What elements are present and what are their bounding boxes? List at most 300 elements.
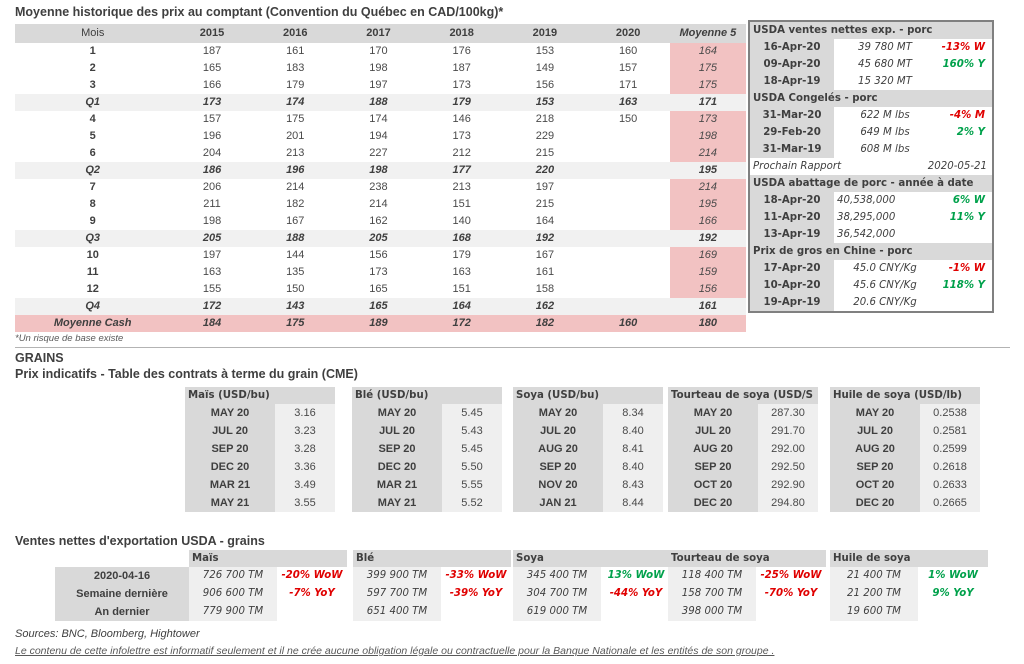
contract-month-cell: SEP 20 (352, 440, 442, 458)
spot-col-header: 2020 (587, 24, 670, 43)
spot-row-label: 8 (89, 198, 96, 210)
contract-price-cell: 292.50 (758, 458, 818, 476)
spot-average-cell: 195 (670, 196, 746, 213)
panel-change-cell: 160% Y (942, 59, 985, 70)
contract-month-cell: DEC 20 (352, 458, 442, 476)
contract-row (668, 404, 818, 422)
export-commodity-name: Maïs (189, 550, 347, 567)
spot-average-cell: 192 (670, 230, 746, 247)
spot-value-cell: 161 (286, 45, 305, 57)
export-data-row (513, 603, 671, 621)
spot-average-cell: 159 (670, 264, 746, 281)
spot-row-label: Q1 (15, 94, 170, 111)
export-volume-cell: 726 700 TM (189, 567, 277, 585)
spot-value-cell (587, 196, 670, 213)
spot-value-cell: 143 (254, 298, 337, 315)
panel-date-cell: 13-Apr-19 (750, 226, 834, 243)
contract-price-cell: 3.49 (275, 476, 335, 494)
spot-value-cell: 213 (452, 181, 471, 193)
export-row-label: 2020-04-16 (55, 567, 189, 585)
contract-price-cell: 291.70 (758, 422, 818, 440)
spot-row-label: 1 (89, 45, 96, 57)
spot-value-cell: 179 (286, 79, 305, 91)
contract-row (513, 404, 663, 422)
spot-value-cell: 176 (452, 45, 471, 57)
contract-month-cell: SEP 20 (185, 440, 275, 458)
export-change-cell (601, 603, 671, 621)
export-row-label: An dernier (55, 603, 189, 621)
spot-average-cell: 156 (670, 281, 746, 298)
contract-price-cell: 5.43 (442, 422, 502, 440)
spot-value-cell: 171 (618, 79, 638, 91)
spot-value-cell: 211 (203, 198, 221, 210)
spot-row (15, 162, 746, 179)
export-commodity-name: Huile de soya (830, 550, 988, 567)
panel-date-cell: 11-Apr-20 (750, 209, 834, 226)
contract-row (513, 440, 663, 458)
contract-month-cell: MAY 20 (513, 404, 603, 422)
spot-average-cell: 198 (670, 128, 746, 145)
panel-data-row (750, 226, 992, 243)
panel-date-cell: 18-Apr-19 (750, 73, 834, 90)
panel-value-cell: 608 M lbs (860, 144, 910, 155)
panel-value-cell: 15 320 MT (858, 76, 912, 87)
export-commodity-name: Soya (513, 550, 671, 567)
contract-price-cell: 0.2665 (920, 494, 980, 512)
contract-table (830, 387, 980, 512)
spot-value-cell: 156 (369, 249, 388, 261)
export-data-row (353, 585, 511, 603)
contract-month-cell: DEC 20 (830, 494, 920, 512)
spot-value-cell: 173 (452, 130, 471, 142)
panel-date-cell: 09-Apr-20 (750, 56, 834, 73)
spot-row (15, 145, 746, 162)
export-sales-title: Ventes nettes d'exportation USDA - grains (15, 534, 265, 548)
export-volume-cell: 399 900 TM (353, 567, 441, 585)
export-commodity-name: Tourteau de soya (668, 550, 826, 567)
spot-value-cell: 163 (587, 94, 670, 111)
spot-value-cell: 170 (369, 45, 388, 57)
spot-col-header: 2017 (337, 24, 420, 43)
contract-row (352, 494, 502, 512)
spot-value-cell: 172 (420, 315, 503, 332)
spot-col-header: 2019 (503, 24, 586, 43)
contract-month-cell: JUL 20 (185, 422, 275, 440)
export-data-row (830, 585, 988, 603)
spot-value-cell: 179 (420, 94, 503, 111)
panel-value-cell: 45.6 CNY/Kg (853, 280, 917, 291)
contract-price-cell: 292.00 (758, 440, 818, 458)
spot-average-cell: 180 (670, 315, 746, 332)
panel-change-cell: 118% Y (942, 280, 985, 291)
contract-table-title: Huile de soya (USD/lb) (830, 387, 980, 404)
spot-row (15, 111, 746, 128)
panel-section-header: USDA abattage de porc - année à date (750, 175, 992, 192)
spot-row-label: Moyenne Cash (15, 315, 170, 332)
spot-value-cell: 173 (170, 94, 253, 111)
contract-price-cell: 3.28 (275, 440, 335, 458)
spot-col-header: 2018 (420, 24, 503, 43)
spot-value-cell: 156 (535, 79, 555, 91)
contract-row (513, 422, 663, 440)
spot-value-cell: 162 (503, 298, 586, 315)
spot-col-header: Mois (15, 24, 170, 43)
panel-value-cell: 40,538,000 (837, 195, 896, 206)
spot-value-cell: 229 (535, 130, 555, 142)
spot-value-cell: 212 (452, 147, 471, 159)
spot-value-cell: 167 (286, 215, 305, 227)
spot-row (15, 247, 746, 264)
contract-price-cell: 8.44 (603, 494, 663, 512)
contract-month-cell: MAY 21 (352, 494, 442, 512)
export-commodity-group (189, 550, 347, 621)
spot-price-table (15, 24, 746, 332)
panel-change-cell (936, 141, 992, 158)
spot-value-cell: 168 (420, 230, 503, 247)
spot-value-cell: 183 (286, 62, 305, 74)
contract-price-cell: 8.41 (603, 440, 663, 458)
export-volume-cell: 619 000 TM (513, 603, 601, 621)
export-volume-cell: 345 400 TM (513, 567, 601, 585)
grains-subtitle: Prix indicatifs - Table des contrats à terme du grain (CME) (15, 367, 358, 381)
export-data-row (353, 567, 511, 585)
spot-table-footnote: *Un risque de base existe (15, 333, 124, 344)
contract-price-cell: 3.36 (275, 458, 335, 476)
contract-row (352, 404, 502, 422)
spot-value-cell: 182 (503, 315, 586, 332)
panel-data-row (750, 141, 992, 158)
spot-value-cell: 175 (254, 315, 337, 332)
contract-row (668, 476, 818, 494)
contract-table (668, 387, 818, 512)
contract-row (513, 476, 663, 494)
panel-data-row (750, 209, 992, 226)
contract-price-cell: 0.2633 (920, 476, 980, 494)
spot-row (15, 77, 746, 94)
spot-value-cell: 188 (254, 230, 337, 247)
spot-row (15, 196, 746, 213)
spot-table-title: Moyenne historique des prix au comptant (Convention du Québec en CAD/100kg)* (15, 5, 504, 19)
spot-value-cell: 220 (503, 162, 586, 179)
spot-average-cell: 166 (670, 213, 746, 230)
contract-month-cell: MAR 21 (352, 476, 442, 494)
spot-average-cell: 214 (670, 145, 746, 162)
spot-value-cell: 215 (535, 147, 555, 159)
panel-value-cell: 38,295,000 (837, 212, 896, 223)
spot-value-cell: 179 (452, 249, 471, 261)
panel-section-header: USDA ventes nettes exp. - porc (750, 22, 992, 39)
export-data-row (830, 567, 988, 585)
spot-table-header (15, 24, 746, 43)
export-volume-cell: 21 200 TM (830, 585, 918, 603)
contract-month-cell: JUL 20 (513, 422, 603, 440)
contract-price-cell: 3.16 (275, 404, 335, 422)
spot-value-cell: 189 (337, 315, 420, 332)
contract-month-cell: SEP 20 (830, 458, 920, 476)
export-commodity-group (830, 550, 988, 621)
contract-month-cell: MAY 20 (352, 404, 442, 422)
contract-row (352, 422, 502, 440)
panel-value-cell: 20.6 CNY/Kg (853, 297, 917, 308)
contract-month-cell: MAY 21 (185, 494, 275, 512)
spot-value-cell (587, 298, 670, 315)
spot-value-cell: 182 (286, 198, 305, 210)
spot-value-cell: 215 (535, 198, 555, 210)
spot-row-label: 11 (86, 266, 99, 278)
spot-average-cell: 195 (670, 162, 746, 179)
futures-contracts-tables (185, 387, 995, 515)
panel-value-cell: 649 M lbs (860, 127, 910, 138)
divider-line (15, 347, 1010, 348)
panel-data-row (750, 107, 992, 124)
export-data-row (353, 603, 511, 621)
export-data-row (513, 585, 671, 603)
contract-month-cell: OCT 20 (668, 476, 758, 494)
contract-row (668, 422, 818, 440)
contract-row (185, 422, 335, 440)
panel-change-cell (936, 294, 992, 311)
grains-heading: GRAINS (15, 351, 64, 365)
spot-value-cell: 214 (369, 198, 388, 210)
contract-price-cell: 287.30 (758, 404, 818, 422)
contract-row (185, 440, 335, 458)
contract-row (668, 494, 818, 512)
spot-value-cell (587, 145, 670, 162)
export-volume-cell: 651 400 TM (353, 603, 441, 621)
export-data-row (830, 603, 988, 621)
spot-value-cell (587, 128, 670, 145)
spot-value-cell: 172 (170, 298, 253, 315)
export-data-row (668, 567, 826, 585)
panel-date-cell: 31-Mar-20 (750, 107, 834, 124)
contract-row (185, 476, 335, 494)
spot-row-label: Q2 (15, 162, 170, 179)
export-change-cell: -70% YoY (764, 588, 818, 599)
contract-month-cell: NOV 20 (513, 476, 603, 494)
contract-row (352, 440, 502, 458)
spot-row-label: Q4 (15, 298, 170, 315)
spot-row-label: 10 (86, 249, 99, 261)
export-change-cell: -25% WoW (760, 570, 822, 581)
spot-value-cell: 164 (420, 298, 503, 315)
contract-month-cell: MAY 20 (668, 404, 758, 422)
export-volume-cell: 118 400 TM (668, 567, 756, 585)
contract-month-cell: JUL 20 (668, 422, 758, 440)
contract-row (830, 404, 980, 422)
contract-price-cell: 8.40 (603, 422, 663, 440)
spot-value-cell: 155 (202, 283, 222, 295)
spot-value-cell: 167 (535, 249, 555, 261)
spot-average-cell: 171 (670, 94, 746, 111)
spot-value-cell: 135 (286, 266, 305, 278)
contract-price-cell: 0.2581 (920, 422, 980, 440)
spot-value-cell: 198 (369, 62, 388, 74)
spot-row-label: 2 (89, 62, 96, 74)
spot-row-label: 12 (86, 283, 99, 295)
contract-price-cell: 3.55 (275, 494, 335, 512)
spot-value-cell: 188 (337, 94, 420, 111)
spot-row-label: 9 (89, 215, 96, 227)
contract-table-title: Maïs (USD/bu) (185, 387, 335, 404)
spot-value-cell: 166 (202, 79, 222, 91)
export-data-row (668, 585, 826, 603)
export-change-cell: -33% WoW (445, 570, 507, 581)
spot-value-cell: 150 (618, 113, 638, 125)
spot-value-cell: 198 (202, 215, 222, 227)
spot-average-cell: 164 (670, 43, 746, 60)
contract-table-title: Blé (USD/bu) (352, 387, 502, 404)
spot-row (15, 179, 746, 196)
contract-price-cell: 3.23 (275, 422, 335, 440)
panel-change-cell: 6% W (952, 195, 985, 206)
spot-value-cell: 146 (452, 113, 471, 125)
export-change-cell: 13% WoW (607, 570, 665, 581)
contract-row (513, 458, 663, 476)
panel-data-row (750, 39, 992, 56)
spot-value-cell: 149 (535, 62, 555, 74)
spot-value-cell: 151 (452, 283, 471, 295)
spot-col-header: 2015 (170, 24, 253, 43)
export-volume-cell: 779 900 TM (189, 603, 277, 621)
spot-col-header: Moyenne 5 (670, 24, 746, 43)
spot-value-cell: 194 (369, 130, 388, 142)
spot-value-cell: 162 (369, 215, 388, 227)
panel-change-cell: -4% M (949, 110, 985, 121)
spot-value-cell: 238 (369, 181, 388, 193)
contract-row (185, 494, 335, 512)
spot-value-cell: 196 (254, 162, 337, 179)
contract-price-cell: 8.43 (603, 476, 663, 494)
contract-price-cell: 292.90 (758, 476, 818, 494)
contract-row (185, 404, 335, 422)
contract-month-cell: OCT 20 (830, 476, 920, 494)
contract-month-cell: MAY 20 (185, 404, 275, 422)
panel-data-row (750, 277, 992, 294)
spot-value-cell: 186 (170, 162, 253, 179)
contract-row (830, 440, 980, 458)
export-data-row (513, 567, 671, 585)
spot-value-cell: 213 (286, 147, 305, 159)
export-commodity-name: Blé (353, 550, 511, 567)
export-volume-cell: 398 000 TM (668, 603, 756, 621)
export-change-cell (441, 603, 511, 621)
spot-row-label: 3 (89, 79, 96, 91)
spot-col-header: 2016 (254, 24, 337, 43)
export-change-cell (756, 603, 826, 621)
spot-row (15, 60, 746, 77)
contract-row (352, 476, 502, 494)
spot-average-cell: 175 (670, 60, 746, 77)
spot-value-cell: 218 (535, 113, 555, 125)
spot-row-label: 5 (89, 130, 96, 142)
spot-row (15, 315, 746, 332)
export-row-labels (55, 567, 189, 621)
contract-month-cell: MAR 21 (185, 476, 275, 494)
spot-value-cell: 163 (452, 266, 471, 278)
contract-table-title: Soya (USD/bu) (513, 387, 663, 404)
panel-section-header: Prix de gros en Chine - porc (750, 243, 992, 260)
spot-value-cell (587, 179, 670, 196)
contract-month-cell: MAY 20 (830, 404, 920, 422)
export-change-cell (277, 603, 347, 621)
spot-value-cell: 150 (286, 283, 305, 295)
spot-value-cell: 144 (286, 249, 305, 261)
contract-table (513, 387, 663, 512)
spot-row (15, 128, 746, 145)
contract-row (513, 494, 663, 512)
panel-change-cell: -13% W (941, 42, 985, 53)
export-commodity-group (353, 550, 511, 621)
export-data-row (189, 567, 347, 585)
spot-value-cell (587, 162, 670, 179)
contract-row (830, 422, 980, 440)
spot-row (15, 281, 746, 298)
spot-value-cell: 153 (503, 94, 586, 111)
export-commodity-group (513, 550, 671, 621)
spot-value-cell: 227 (369, 147, 388, 159)
contract-month-cell: SEP 20 (513, 458, 603, 476)
spot-average-cell: 169 (670, 247, 746, 264)
contract-price-cell: 5.45 (442, 440, 502, 458)
export-change-cell: -39% YoY (449, 588, 503, 599)
export-volume-cell: 906 600 TM (189, 585, 277, 603)
spot-value-cell: 192 (503, 230, 586, 247)
spot-value-cell: 160 (618, 45, 638, 57)
panel-change-cell: 11% Y (949, 212, 985, 223)
contract-month-cell: DEC 20 (668, 494, 758, 512)
spot-value-cell: 201 (286, 130, 305, 142)
contract-month-cell: SEP 20 (668, 458, 758, 476)
spot-row (15, 298, 746, 315)
spot-value-cell: 165 (369, 283, 388, 295)
export-change-cell: -7% YoY (289, 588, 335, 599)
contract-table-title: Tourteau de soya (USD/S (668, 387, 818, 404)
panel-date-cell: 18-Apr-20 (750, 192, 834, 209)
panel-data-row (750, 294, 992, 311)
spot-value-cell: 184 (170, 315, 253, 332)
contract-price-cell: 5.55 (442, 476, 502, 494)
export-sales-table (0, 550, 1024, 622)
spot-value-cell: 174 (254, 94, 337, 111)
panel-data-row (750, 73, 992, 90)
spot-average-cell: 175 (670, 77, 746, 94)
export-change-cell: -44% YoY (609, 588, 663, 599)
spot-value-cell: 151 (452, 198, 471, 210)
panel-date-cell: 29-Feb-20 (750, 124, 834, 141)
spot-value-cell: 197 (535, 181, 555, 193)
export-change-cell (918, 603, 988, 621)
spot-value-cell: 205 (337, 230, 420, 247)
panel-date-cell: 17-Apr-20 (750, 260, 834, 277)
spot-value-cell: 206 (202, 181, 222, 193)
panel-section-header: USDA Congelés - porc (750, 90, 992, 107)
spot-value-cell: 196 (202, 130, 222, 142)
contract-row (668, 440, 818, 458)
usda-pork-panel (748, 20, 994, 313)
next-report-date: 2020-05-21 (927, 161, 987, 172)
panel-value-cell: 36,542,000 (837, 229, 896, 240)
contract-month-cell: AUG 20 (513, 440, 603, 458)
spot-value-cell: 160 (587, 315, 670, 332)
next-report-label: Prochain Rapport (753, 161, 842, 172)
spot-value-cell: 205 (170, 230, 253, 247)
contract-price-cell: 5.52 (442, 494, 502, 512)
spot-value-cell: 165 (202, 62, 222, 74)
panel-data-row (750, 124, 992, 141)
panel-value-cell: 45.0 CNY/Kg (853, 263, 917, 274)
spot-value-cell: 197 (202, 249, 222, 261)
panel-value-cell: 39 780 MT (858, 42, 912, 53)
